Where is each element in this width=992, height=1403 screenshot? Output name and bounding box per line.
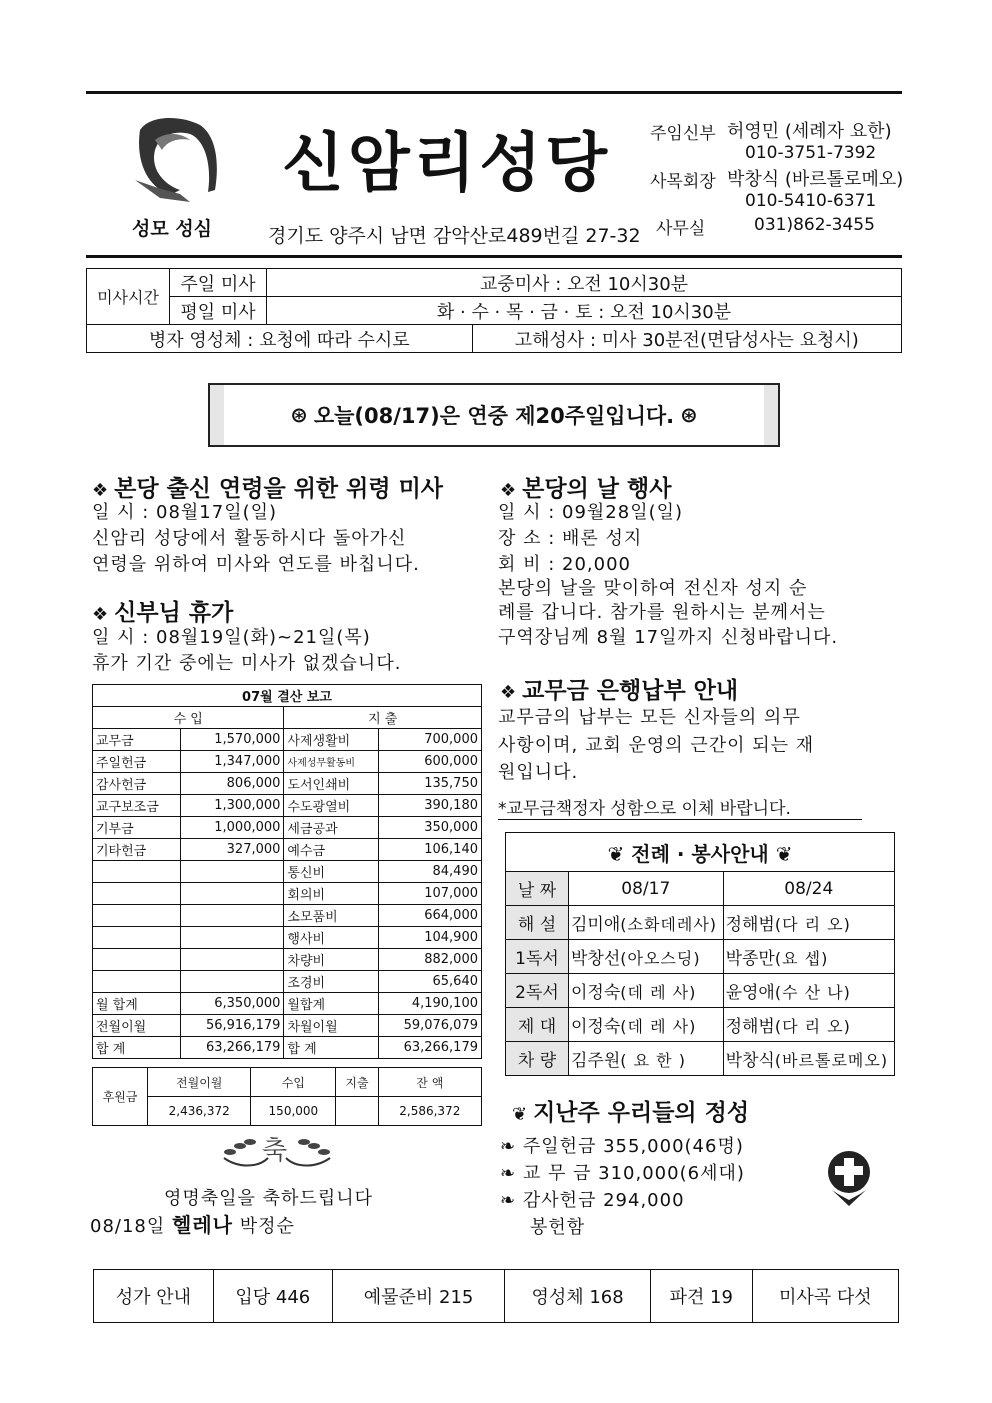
celebration-message: 영명축일을 축하드립니다	[164, 1188, 373, 1209]
finance-cell-in-value	[181, 905, 284, 927]
finance-cell-out-value: 664,000	[378, 905, 481, 927]
finance-cell-in-label: 기부금	[93, 817, 181, 839]
heart-ornament-icon: ❦	[607, 841, 625, 866]
finance-cell-in-label: 기타헌금	[93, 839, 181, 861]
today-banner	[208, 383, 780, 447]
finance-cell-out-label: 차월이월	[284, 1015, 378, 1037]
assignee-baptismal-name: (데 레 사)	[620, 1017, 697, 1036]
parish-day-heading: ❖ 본당의 날 행사	[500, 476, 672, 502]
liturgy-role: 2독서	[506, 974, 569, 1008]
banner-text: 오늘(08/17)은 연중 제20주일입니다.	[313, 404, 675, 428]
memorial-line1: 신암리 성당에서 활동하시다 돌아가신	[92, 528, 407, 549]
vacation-line1: 휴가 기간 중에는 미사가 없겠습니다.	[92, 653, 402, 674]
liturgy-title-cell: ❦ 전례 · 봉사안내 ❦	[506, 833, 895, 872]
assignee-name: 박창식	[725, 1051, 775, 1071]
hymn-entrance: 입당 446	[213, 1270, 332, 1323]
finance-row	[93, 773, 482, 795]
parish-day-date: 일 시 : 09월28일(일)	[498, 502, 684, 523]
council-name: 박창식 (바르톨로메오)	[727, 169, 904, 190]
hymn-communion: 영성체 168	[505, 1270, 651, 1323]
pastor-role: 주임신부	[650, 124, 716, 144]
finance-cell-out-label: 세금공과	[284, 817, 378, 839]
finance-cell-out-value: 65,640	[378, 971, 481, 993]
finance-row	[93, 751, 482, 773]
donation-table	[92, 1067, 482, 1126]
assignee-baptismal-name: (다 리 오)	[774, 915, 851, 934]
vacation-heading: ❖ 신부님 휴가	[92, 600, 234, 626]
finance-cell-out-label: 예수금	[284, 839, 378, 861]
parish-day-fee: 회 비 : 20,000	[498, 554, 631, 575]
assignee-name: 이정숙	[571, 983, 621, 1003]
finance-row	[93, 949, 482, 971]
finance-cell-out-label: 수도광열비	[284, 795, 378, 817]
finance-title: 07월 결산 보고	[93, 685, 482, 707]
finance-cell-in-label	[93, 905, 181, 927]
finance-row	[93, 817, 482, 839]
liturgy-assignee	[569, 1042, 724, 1076]
finance-cell-in-value: 806,000	[181, 773, 284, 795]
celebration-saint: 헬레나	[172, 1213, 233, 1237]
heart-ornament-icon: ❦	[512, 1104, 528, 1125]
celebration-glyph: 축	[262, 1136, 288, 1166]
finance-cell-out-label: 통신비	[284, 861, 378, 883]
top-rule	[86, 91, 902, 94]
office-role: 사무실	[656, 219, 706, 239]
memorial-line2: 연령을 위하여 미사와 연도를 바칩니다.	[92, 554, 420, 575]
tithe-line1: 교무금의 납부는 모든 신자들의 의무	[498, 707, 801, 728]
finance-row	[93, 993, 482, 1015]
expense-header: 지 출	[284, 707, 482, 729]
finance-row	[93, 1037, 482, 1059]
pastor-phone: 010-3751-7392	[745, 143, 877, 163]
finance-cell-out-label: 조경비	[284, 971, 378, 993]
finance-row	[93, 905, 482, 927]
finance-cell-in-label: 월 합계	[93, 993, 181, 1015]
leaf-bullet-icon: ❧	[500, 1136, 517, 1157]
finance-cell-out-value: 63,266,179	[378, 1037, 481, 1059]
finance-row	[93, 861, 482, 883]
sunday-label: 주일 미사	[170, 269, 267, 297]
finance-cell-in-value: 1,570,000	[181, 729, 284, 751]
assignee-name: 박창선	[571, 949, 621, 969]
donation-header: 전월이월	[148, 1068, 251, 1097]
finance-cell-in-label: 교구보조금	[93, 795, 181, 817]
finance-cell-in-label	[93, 883, 181, 905]
celebration-date: 08/18일	[90, 1216, 166, 1237]
offering-item: ❧ 감사헌금 294,000	[500, 1190, 685, 1211]
eucharist-icon: ⊛	[290, 403, 308, 427]
finance-cell-out-label: 소모품비	[284, 905, 378, 927]
finance-cell-out-label: 회의비	[284, 883, 378, 905]
finance-cell-in-label: 주일헌금	[93, 751, 181, 773]
assignee-name: 정해범	[725, 915, 775, 935]
finance-cell-out-label: 사제생활비	[284, 729, 378, 751]
parish-address: 경기도 양주시 남면 감악산로489번길 27-32	[268, 225, 641, 247]
finance-cell-in-label	[93, 971, 181, 993]
finance-cell-out-label: 합 계	[284, 1037, 378, 1059]
finance-cell-in-value	[181, 883, 284, 905]
parish-title: 신암리성당	[282, 127, 612, 201]
liturgy-role: 해 설	[506, 906, 569, 940]
tithe-line3: 원입니다.	[498, 762, 579, 783]
eucharist-icon: ⊛	[680, 403, 698, 427]
liturgy-assignee	[569, 906, 724, 940]
finance-cell-out-label: 행사비	[284, 927, 378, 949]
parish-day-place: 장 소 : 배론 성지	[498, 528, 643, 549]
mass-schedule-table	[86, 268, 902, 353]
finance-cell-out-value: 882,000	[378, 949, 481, 971]
tithe-note: *교무금책정자 성함으로 이체 바랍니다.	[498, 794, 862, 820]
donation-header: 수입	[251, 1068, 336, 1097]
liturgy-row	[506, 1008, 895, 1042]
finance-cell-out-value: 4,190,100	[378, 993, 481, 1015]
finance-row	[93, 729, 482, 751]
celebration-name: 박정순	[239, 1216, 295, 1237]
hymn-label: 성가 안내	[94, 1270, 214, 1323]
tithe-heading: ❖ 교무금 은행납부 안내	[500, 678, 739, 704]
mass-label: 미사시간	[87, 269, 170, 325]
council-role: 사목회장	[650, 172, 716, 192]
finance-cell-out-value: 107,000	[378, 883, 481, 905]
finance-cell-in-value: 327,000	[181, 839, 284, 861]
finance-cell-in-value	[181, 971, 284, 993]
finance-cell-in-value	[181, 949, 284, 971]
assignee-baptismal-name: (다 리 오)	[774, 1017, 851, 1036]
liturgy-assignee	[569, 974, 724, 1008]
assignee-baptismal-name: ( 요 한 )	[620, 1051, 686, 1070]
finance-cell-in-value: 1,300,000	[181, 795, 284, 817]
liturgy-role: 차 량	[506, 1042, 569, 1076]
header-rule	[86, 255, 902, 258]
diamond-bullet-icon: ❖	[500, 480, 517, 501]
memorial-heading: ❖ 본당 출신 연령을 위한 위령 미사	[92, 476, 444, 502]
date-label: 날 짜	[506, 872, 569, 906]
finance-cell-out-label: 차량비	[284, 949, 378, 971]
assignee-baptismal-name: (바르톨로메오)	[774, 1051, 889, 1070]
finance-cell-in-label	[93, 861, 181, 883]
finance-cell-in-value	[181, 861, 284, 883]
finance-cell-in-label	[93, 949, 181, 971]
finance-row	[93, 795, 482, 817]
assignee-name: 김주원	[571, 1051, 621, 1071]
donation-header: 지출	[336, 1068, 378, 1097]
finance-cell-out-label: 도서인쇄비	[284, 773, 378, 795]
liturgy-assignee	[723, 1008, 894, 1042]
memorial-date: 일 시 : 08월17일(일)	[92, 502, 278, 523]
liturgy-row	[506, 906, 895, 940]
sunday-time: 교중미사 : 오전 10시30분	[267, 269, 902, 297]
finance-cell-in-value	[181, 927, 284, 949]
liturgy-row	[506, 1042, 895, 1076]
liturgy-assignee	[723, 906, 894, 940]
logo-caption: 성모 성심	[132, 218, 213, 240]
hymn-offertory: 예물준비 215	[332, 1270, 504, 1323]
assignee-name: 윤영애	[725, 983, 775, 1003]
finance-cell-out-label: 월합계	[284, 993, 378, 1015]
assignee-baptismal-name: (요 셉)	[774, 949, 829, 968]
office-phone: 031)862-3455	[754, 215, 875, 235]
celebration-entry	[90, 1212, 295, 1240]
parish-day-line1: 본당의 날을 맞이하여 전신자 성지 순	[498, 578, 808, 599]
finance-cell-out-value: 104,900	[378, 927, 481, 949]
donation-value: 2,436,372	[148, 1097, 251, 1126]
finance-cell-out-value: 106,140	[378, 839, 481, 861]
liturgy-role: 제 대	[506, 1008, 569, 1042]
liturgy-assignee	[569, 1008, 724, 1042]
finance-cell-in-value: 1,000,000	[181, 817, 284, 839]
celebration-emblem	[218, 1128, 336, 1170]
liturgy-role: 1독서	[506, 940, 569, 974]
tithe-line2: 사항이며, 교회 운영의 근간이 되는 재	[498, 735, 815, 756]
liturgy-row	[506, 974, 895, 1008]
vacation-date: 일 시 : 08월19일(화)~21일(목)	[92, 627, 371, 648]
assignee-name: 박종만	[725, 949, 775, 969]
assignee-baptismal-name: (아오스딩)	[620, 949, 701, 968]
assignee-baptismal-name: (수 산 나)	[774, 983, 851, 1002]
leaf-bullet-icon: ❧	[500, 1163, 517, 1184]
finance-cell-out-value: 84,490	[378, 861, 481, 883]
finance-row	[93, 1015, 482, 1037]
assignee-baptismal-name: (데 레 사)	[620, 983, 697, 1002]
donation-value: 2,586,372	[378, 1097, 481, 1126]
finance-cell-in-value: 56,916,179	[181, 1015, 284, 1037]
donation-value	[336, 1097, 378, 1126]
finance-row	[93, 971, 482, 993]
offering-footer: 봉헌함	[530, 1217, 586, 1238]
liturgy-assignee	[723, 974, 894, 1008]
finance-cell-in-label: 감사헌금	[93, 773, 181, 795]
finance-cell-in-value: 63,266,179	[181, 1037, 284, 1059]
leaf-bullet-icon: ❧	[500, 1190, 517, 1211]
praying-cross-icon	[822, 1150, 876, 1208]
finance-cell-in-label	[93, 927, 181, 949]
sacred-heart-logo	[120, 110, 230, 210]
liturgy-assignee	[723, 940, 894, 974]
weekday-label: 평일 미사	[170, 297, 267, 325]
finance-row	[93, 927, 482, 949]
finance-row	[93, 839, 482, 861]
donation-label: 후원금	[93, 1068, 148, 1126]
parish-day-line3: 구역장님께 8월 17일까지 신청바랍니다.	[498, 627, 839, 648]
assignee-name: 이정숙	[571, 1017, 621, 1037]
liturgy-row	[506, 940, 895, 974]
finance-cell-out-value: 700,000	[378, 729, 481, 751]
finance-cell-out-value: 390,180	[378, 795, 481, 817]
finance-table	[92, 684, 482, 1059]
donation-value: 150,000	[251, 1097, 336, 1126]
date-col: 08/24	[723, 872, 894, 906]
parish-day-line2: 례를 갑니다. 참가를 원하시는 분께서는	[498, 602, 826, 623]
offering-heading: ❦ 지난주 우리들의 정성	[512, 1100, 750, 1126]
diamond-bullet-icon: ❖	[92, 480, 109, 501]
finance-cell-out-value: 350,000	[378, 817, 481, 839]
assignee-name: 정해범	[725, 1017, 775, 1037]
finance-row	[93, 883, 482, 905]
finance-cell-out-label: 사제성무활동비	[284, 751, 378, 773]
finance-cell-in-label: 교무금	[93, 729, 181, 751]
offering-item: ❧ 교 무 금 310,000(6세대)	[500, 1163, 745, 1184]
liturgy-assignee	[723, 1042, 894, 1076]
offering-item: ❧ 주일헌금 355,000(46명)	[500, 1136, 744, 1157]
assignee-baptismal-name: (소화데레사)	[620, 915, 718, 934]
hymn-table	[93, 1269, 899, 1323]
weekday-time: 화 · 수 · 목 · 금 · 토 : 오전 10시30분	[267, 297, 902, 325]
finance-cell-out-value: 600,000	[378, 751, 481, 773]
diamond-bullet-icon: ❖	[92, 604, 109, 625]
hymn-recessional: 파견 19	[650, 1270, 752, 1323]
finance-cell-in-label: 합 계	[93, 1037, 181, 1059]
donation-header: 잔 액	[378, 1068, 481, 1097]
sick-communion: 병자 영성체 : 요청에 따라 수시로	[87, 325, 473, 353]
date-col: 08/17	[569, 872, 724, 906]
heart-ornament-icon: ❦	[775, 841, 793, 866]
hymn-mass-setting: 미사곡 다섯	[752, 1270, 898, 1323]
confession-info: 고해성사 : 미사 30분전(면담성사는 요청시)	[472, 325, 901, 353]
finance-cell-in-value: 6,350,000	[181, 993, 284, 1015]
finance-cell-in-value: 1,347,000	[181, 751, 284, 773]
council-phone: 010-5410-6371	[745, 191, 877, 211]
finance-cell-in-label: 전월이월	[93, 1015, 181, 1037]
assignee-name: 김미애	[571, 915, 621, 935]
income-header: 수 입	[93, 707, 284, 729]
finance-cell-out-value: 135,750	[378, 773, 481, 795]
diamond-bullet-icon: ❖	[500, 682, 517, 703]
pastor-name: 허영민 (세례자 요한)	[727, 121, 892, 142]
liturgy-assignee	[569, 940, 724, 974]
liturgy-table	[505, 832, 895, 1076]
finance-cell-out-value: 59,076,079	[378, 1015, 481, 1037]
